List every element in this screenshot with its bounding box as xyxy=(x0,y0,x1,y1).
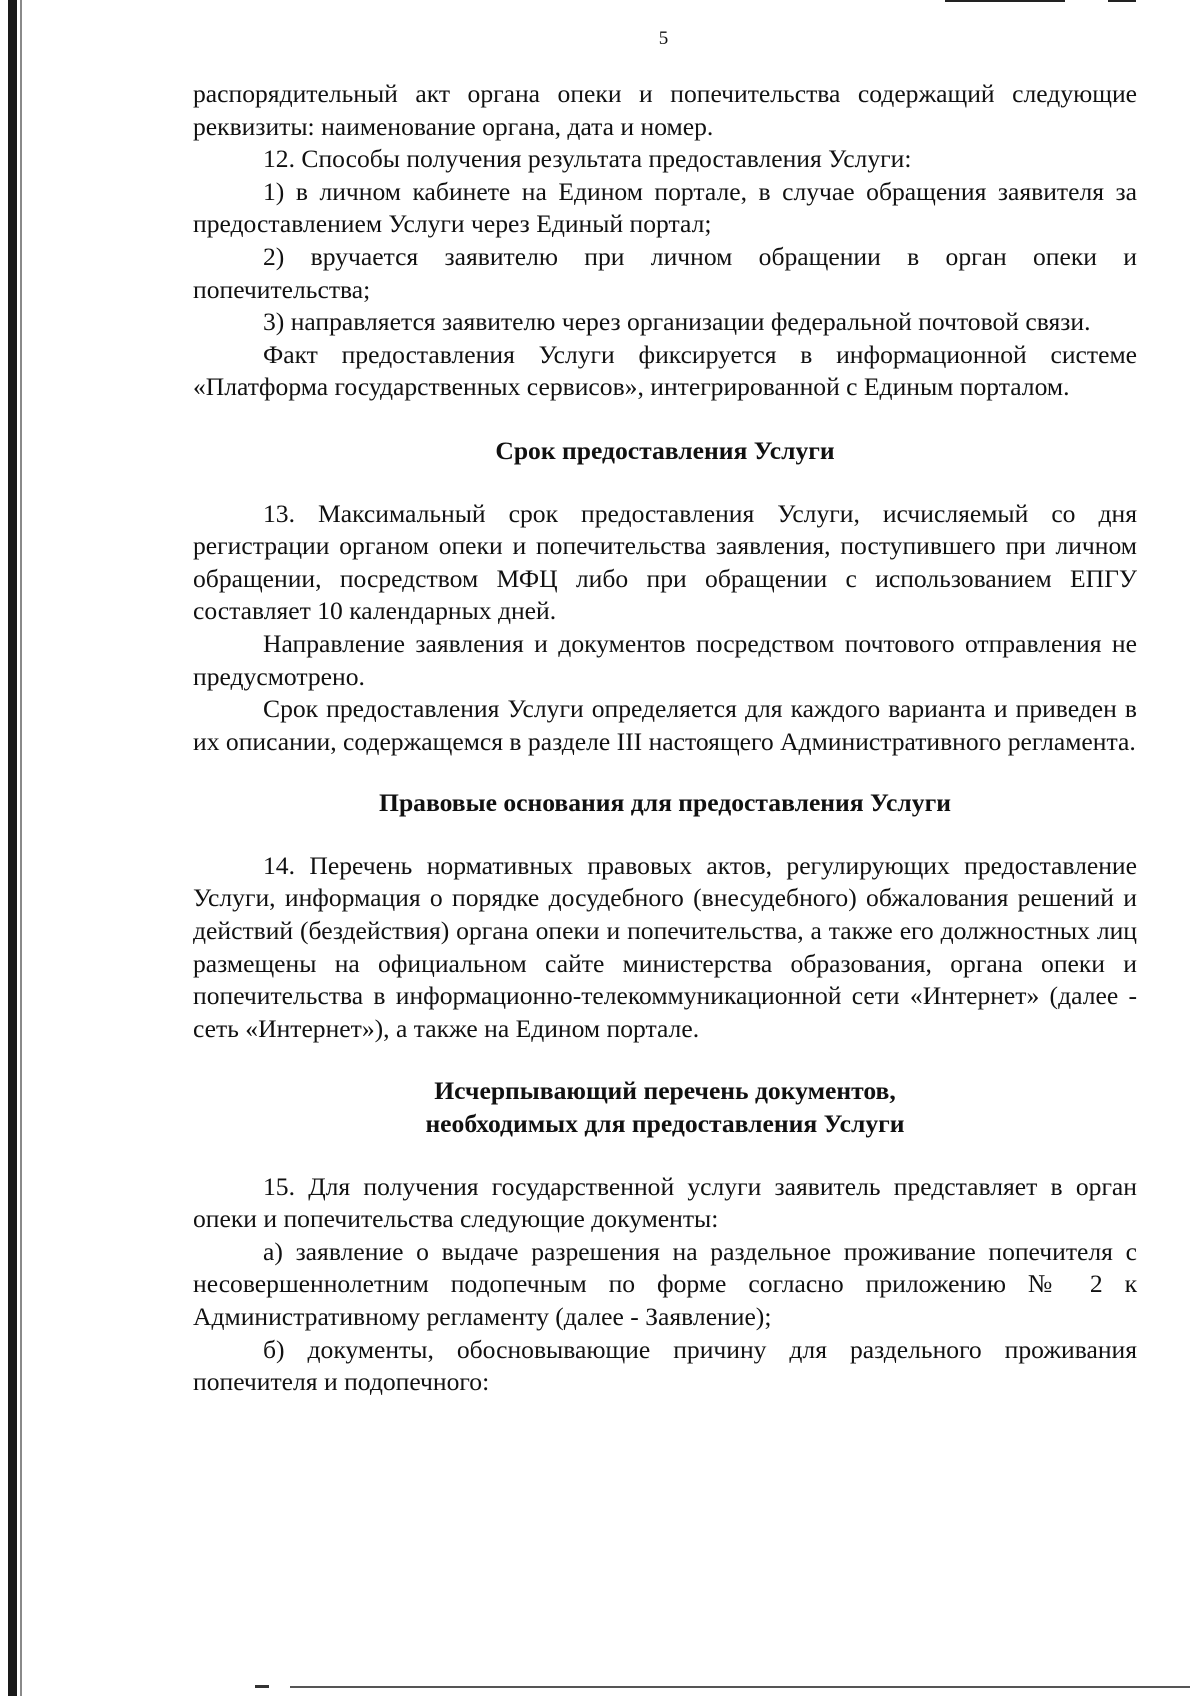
paragraph-12-note: Факт предоставления Услуги фиксируется в информационной системе «Платформа государственных сервисов», интегрированной с Единым порталом. xyxy=(193,339,1137,402)
list-item-12-2: 2) вручается заявителю при личном обращении в орган опеки и попечительства; xyxy=(193,241,1137,304)
scan-top-mark xyxy=(945,0,1065,2)
list-item-12-1: 1) в личном кабинете на Едином портале, в случае обращения заявителя за предоставлением Услуги через Единый портал; xyxy=(193,176,1137,239)
paragraph-15-intro: 15. Для получения государственной услуги заявитель представляет в орган опеки и попечительства следующие документы: xyxy=(193,1171,1137,1234)
paragraph-13: 13. Максимальный срок предоставления Услуги, исчисляемый со дня регистрации органом опеки и попечительства заявления, поступившего при личном обращении, посредством МФЦ либо при обращении с использованием ЕПГУ составляет 10 календарных дней. xyxy=(193,498,1137,626)
heading-service-term: Срок предоставления Услуги xyxy=(495,435,835,465)
scan-edge-left-thin xyxy=(20,0,22,1696)
scan-bottom-mark xyxy=(290,1686,1190,1688)
list-item-15-b: б) документы, обосновывающие причину для раздельного проживания попечителя и подопечного: xyxy=(193,1334,1137,1397)
paragraph-13-variants: Срок предоставления Услуги определяется для каждого варианта и приведен в их описании, содержащемся в разделе III настоящего Административного регламента. xyxy=(193,694,1137,756)
document-body xyxy=(193,78,1137,1399)
paragraph-13-postal: Направление заявления и документов посредством почтового отправления не предусмотрено. xyxy=(193,628,1137,691)
scan-edge-left xyxy=(8,0,17,1696)
paragraph-12-intro: 12. Способы получения результата предоставления Услуги: xyxy=(263,144,912,174)
paragraph-14: 14. Перечень нормативных правовых актов, регулирующих предоставление Услуги, информация о порядке досудебного (внесудебного) обжалования решений и действий (бездействия) органа опеки и попечительства, а также его должностных лиц размещены на официальном сайте министерства образования, органа опеки и попечительства в информационно-телекоммуникационной сети «Интернет» (далее - сеть «Интернет»), а также на Едином портале. xyxy=(193,850,1137,1043)
scan-bottom-mark xyxy=(255,1685,269,1688)
page-number: 5 xyxy=(658,28,669,49)
paragraph-continuation: распорядительный акт органа опеки и попечительства содержащий следующие реквизиты: наименование органа, дата и номер. xyxy=(193,79,1137,141)
list-item-12-3: 3) направляется заявителю через организации федеральной почтовой связи. xyxy=(263,307,1091,337)
scan-top-mark xyxy=(1108,0,1136,2)
heading-documents-line-2: необходимых для предоставления Услуги xyxy=(425,1109,905,1139)
list-item-15-a: а) заявление о выдаче разрешения на раздельное проживание попечителя с несовершеннолетним подопечным по форме согласно приложению № 2 к Административному регламенту (далее - Заявление); xyxy=(193,1236,1137,1331)
heading-documents-list xyxy=(193,1075,1137,1140)
heading-legal-grounds: Правовые основания для предоставления Услуги xyxy=(379,788,951,818)
heading-documents-line-1: Исчерпывающий перечень документов, xyxy=(434,1076,896,1106)
